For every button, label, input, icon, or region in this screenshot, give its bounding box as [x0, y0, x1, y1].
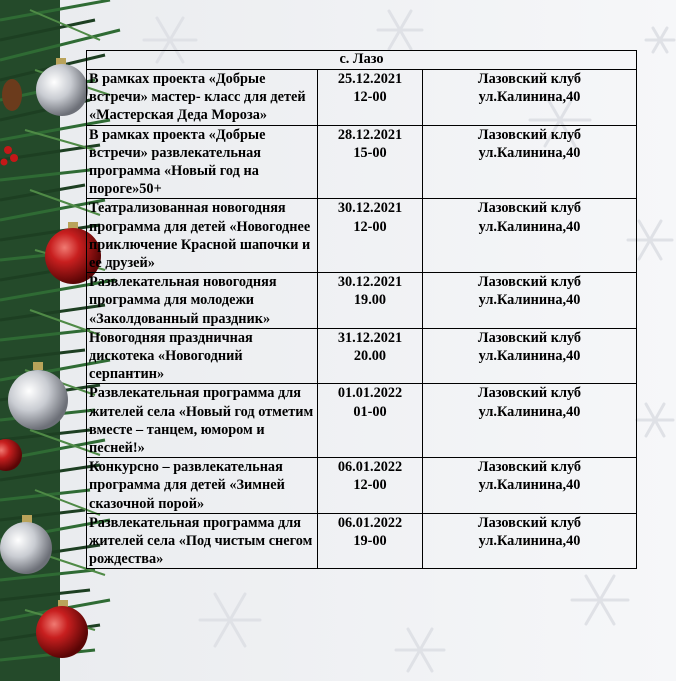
event-datetime: [318, 458, 423, 514]
event-datetime: [318, 199, 423, 273]
events-table: [86, 50, 637, 569]
event-time: 20.00: [353, 348, 387, 365]
event-datetime: [318, 384, 423, 458]
event-place: Лазовский клуб: [477, 459, 582, 476]
event-datetime: [318, 328, 423, 384]
event-time: 01-00: [353, 403, 387, 420]
event-date: 01.01.2022: [337, 385, 403, 402]
event-name: Театрализованная новогодняя программа для детей «Новогоднее приключение Красной шапочки и ее друзей»: [87, 199, 318, 273]
event-time: 12-00: [353, 477, 387, 494]
event-location: [423, 384, 637, 458]
event-location: [423, 273, 637, 329]
event-datetime: [318, 513, 423, 569]
event-date: 28.12.2021: [337, 126, 403, 143]
event-address: ул.Калинина,40: [478, 144, 581, 161]
event-address: ул.Калинина,40: [478, 403, 581, 420]
event-address: ул.Калинина,40: [478, 218, 581, 235]
table-row: [87, 458, 637, 514]
event-address: ул.Калинина,40: [478, 348, 581, 365]
event-datetime: [318, 273, 423, 329]
event-date: 30.12.2021: [337, 200, 403, 217]
event-name: Новогодняя праздничная дискотека «Новогодний серпантин»: [87, 328, 318, 384]
event-time: 15-00: [353, 144, 387, 161]
event-name: В рамках проекта «Добрые встречи» развлекательная программа «Новый год на пороге»50+: [87, 125, 318, 199]
event-datetime: [318, 70, 423, 126]
event-datetime: [318, 125, 423, 199]
table-header-row: [87, 51, 637, 70]
event-place: Лазовский клуб: [477, 274, 582, 291]
events-table-container: [86, 50, 637, 569]
event-name: Развлекательная новогодняя программа для молодежи «Заколдованный праздник»: [87, 273, 318, 329]
table-row: [87, 273, 637, 329]
event-location: [423, 458, 637, 514]
event-location: [423, 513, 637, 569]
event-location: [423, 328, 637, 384]
event-place: Лазовский клуб: [477, 71, 582, 87]
event-date: 31.12.2021: [337, 329, 403, 346]
event-address: ул.Калинина,40: [478, 292, 581, 309]
event-date: 25.12.2021: [337, 71, 403, 87]
table-row: [87, 125, 637, 199]
event-date: 06.01.2022: [337, 459, 403, 476]
event-address: ул.Калинина,40: [478, 533, 581, 550]
table-row: [87, 70, 637, 126]
event-address: ул.Калинина,40: [478, 89, 581, 106]
event-name: Развлекательная программа для жителей села «Новый год отметим вместе – танцем, юмором и песней!»: [87, 384, 318, 458]
table-row: [87, 384, 637, 458]
event-location: [423, 70, 637, 126]
event-time: 19-00: [353, 533, 387, 550]
event-place: Лазовский клуб: [477, 514, 582, 531]
event-place: Лазовский клуб: [477, 200, 582, 217]
pine-cone: [2, 79, 22, 111]
table-row: [87, 513, 637, 569]
event-name: Развлекательная программа для жителей села «Под чистым снегом рождества»: [87, 513, 318, 569]
table-row: [87, 199, 637, 273]
event-date: 06.01.2022: [337, 514, 403, 531]
village-title: с. Лазо: [87, 51, 637, 70]
event-time: 12-00: [353, 89, 387, 106]
event-location: [423, 125, 637, 199]
event-place: Лазовский клуб: [477, 126, 582, 143]
event-address: ул.Калинина,40: [478, 477, 581, 494]
event-name: Конкурсно – развлекательная программа для детей «Зимней сказочной порой»: [87, 458, 318, 514]
event-time: 19.00: [353, 292, 387, 309]
table-row: [87, 328, 637, 384]
event-place: Лазовский клуб: [477, 329, 582, 346]
event-name: В рамках проекта «Добрые встречи» мастер- класс для детей «Мастерская Деда Мороза»: [87, 70, 318, 126]
event-date: 30.12.2021: [337, 274, 403, 291]
event-place: Лазовский клуб: [477, 385, 582, 402]
event-location: [423, 199, 637, 273]
event-time: 12-00: [353, 218, 387, 235]
